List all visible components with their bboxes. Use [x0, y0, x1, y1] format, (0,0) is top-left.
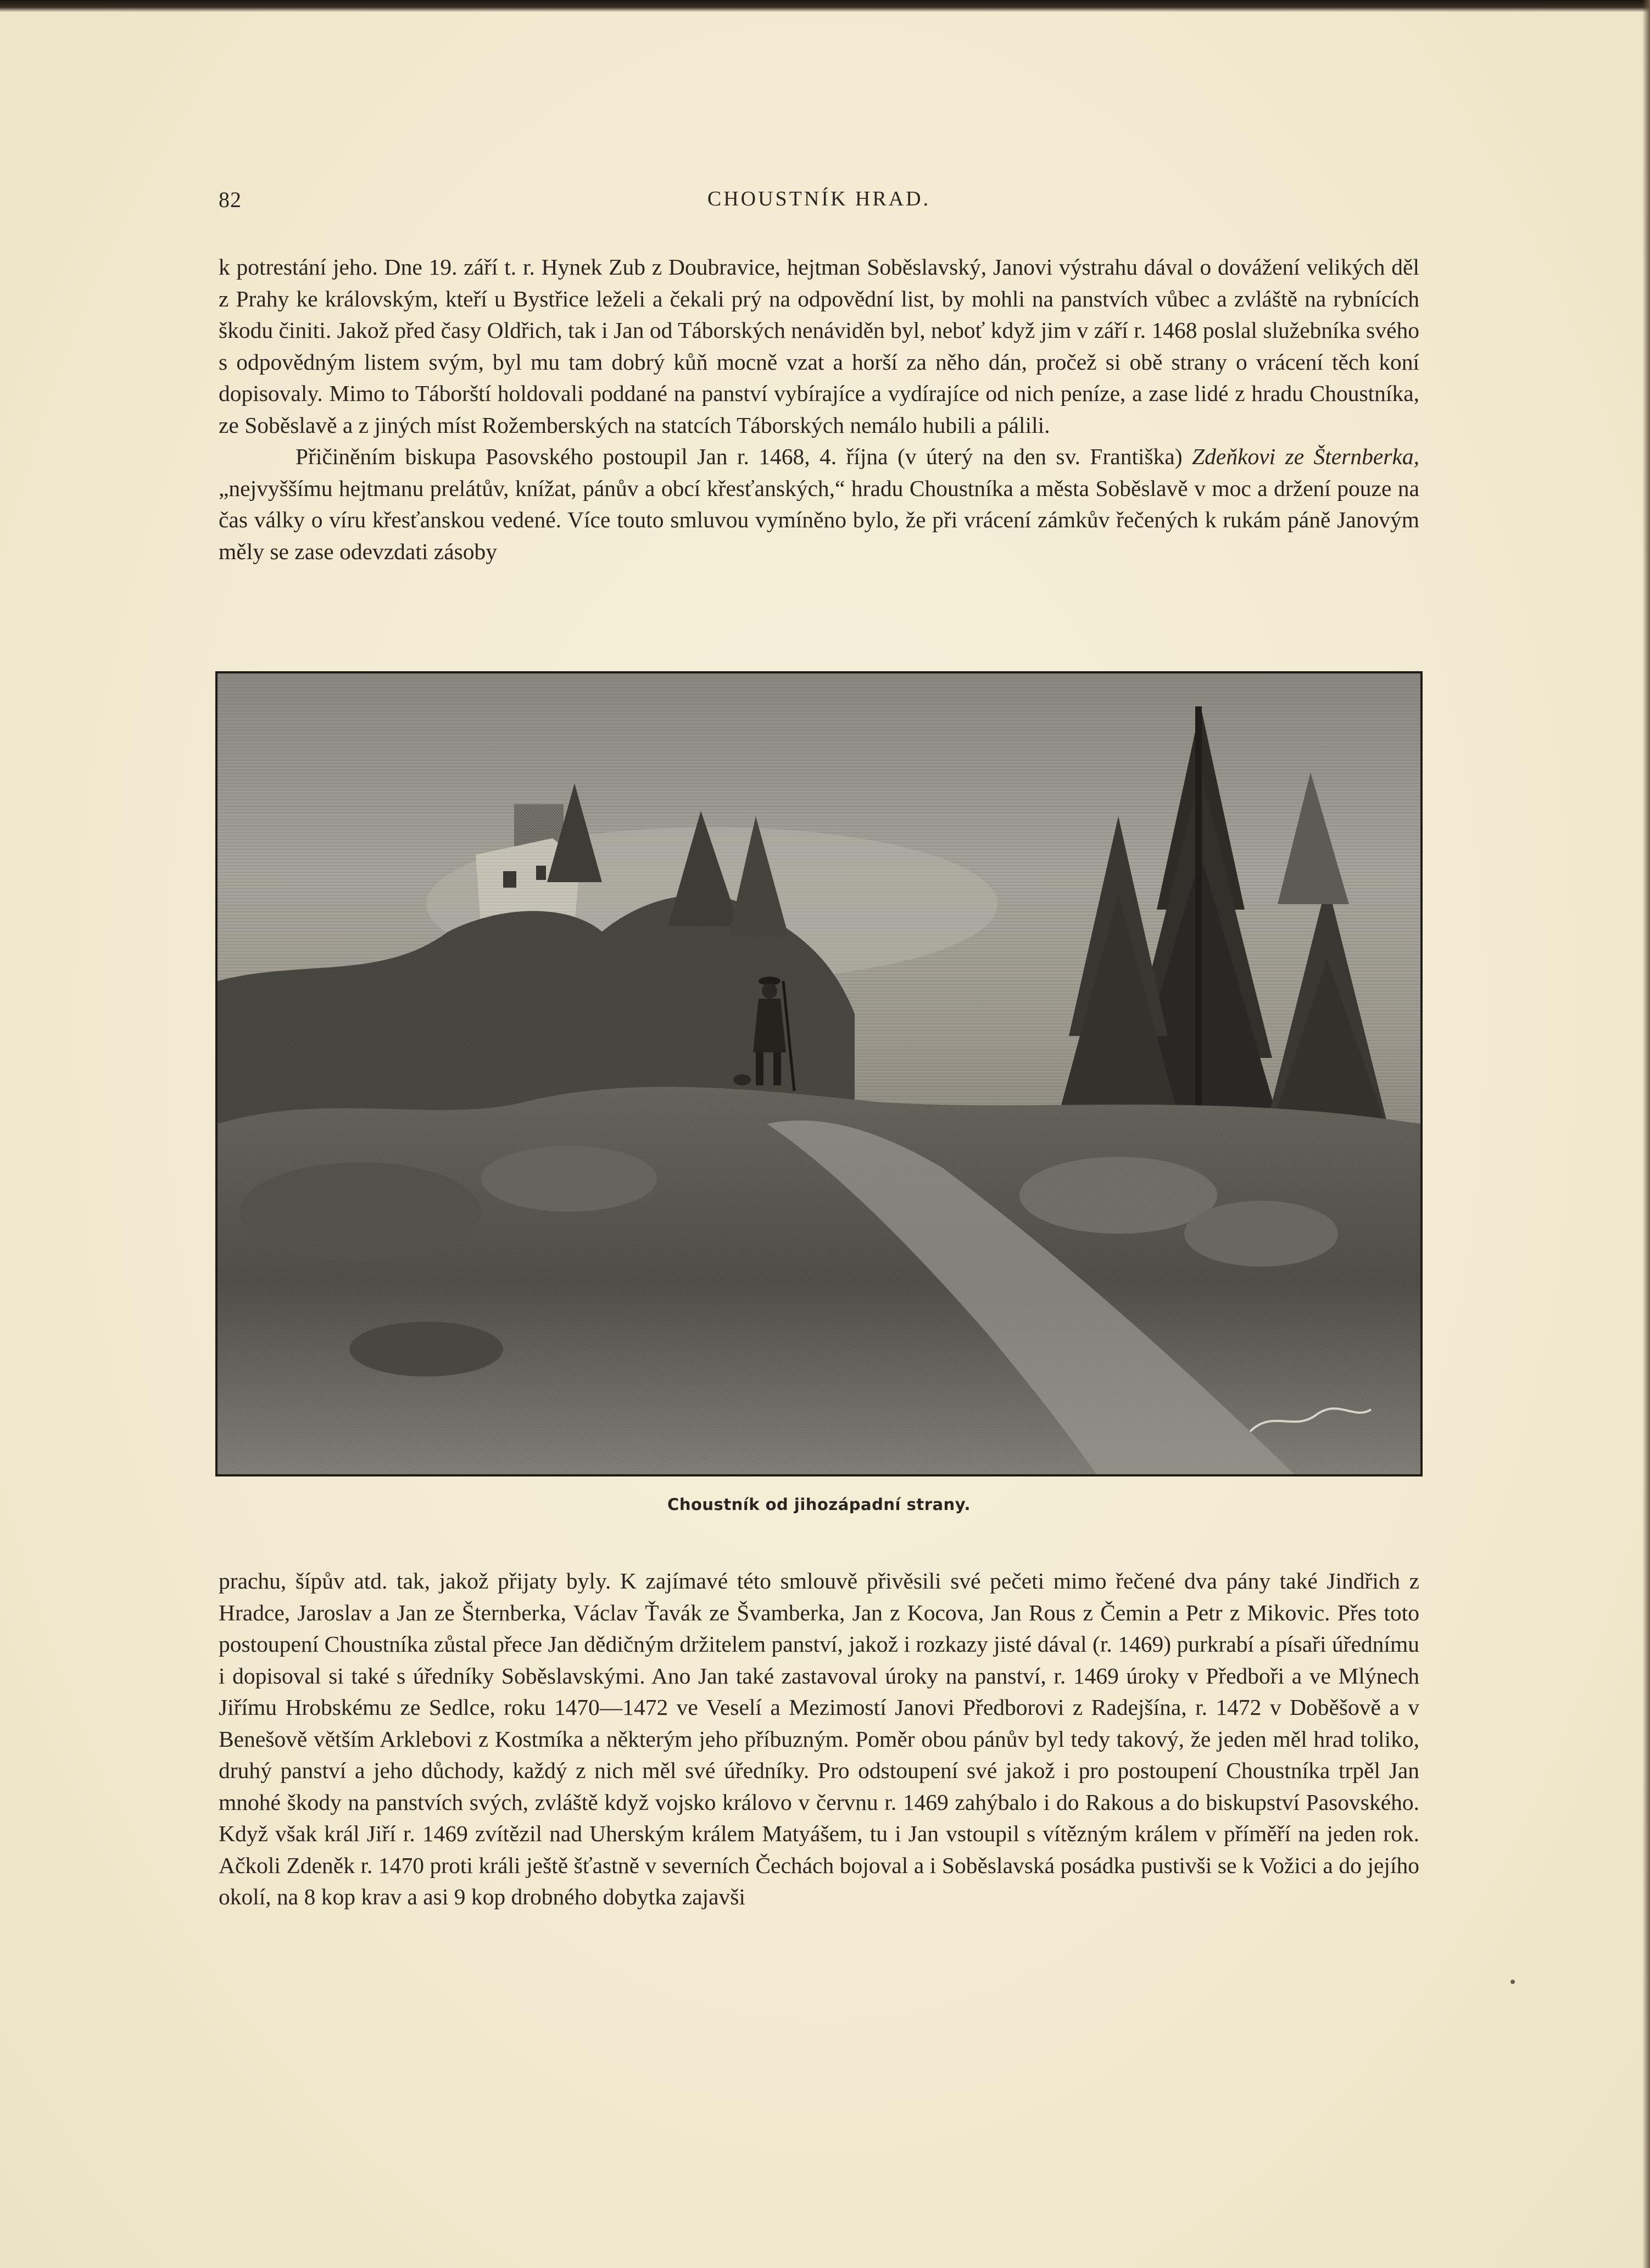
- paragraph-text: „nejvyššímu hejtmanu prelátův, knížat, pánův a obcí křesťanských,“ hradu Choustníka a města Soběslavě v moc a držení pouze na čas války o víru křesťanskou vedené. Více touto smluvou vymíněno bylo, že při vrácení zámkův řečených k rukám páně Janovým měly se zase odevzdati zásoby: [219, 475, 1419, 564]
- castle-ruin-engraving: [218, 673, 1420, 1474]
- paragraph: [219, 441, 1419, 567]
- scan-right-edge: [1642, 0, 1650, 2268]
- ink-speck: [1510, 1980, 1515, 1984]
- running-title: CHOUSTNÍK HRAD.: [707, 187, 931, 210]
- foreground-terrain: [218, 1087, 1420, 1474]
- body-text-bottom: [219, 1565, 1419, 1913]
- page-number: 82: [219, 187, 242, 212]
- engraving-illustration: [215, 671, 1423, 1476]
- paragraph-text: Přičiněním biskupa Pasovského postoupil Jan r. 1468, 4. října (v úterý na den sv. Františka): [296, 444, 1183, 469]
- italic-name: Zdeňkovi ze Šternberka,: [1192, 444, 1419, 469]
- body-text-top: [219, 252, 1419, 567]
- paragraph: k potrestání jeho. Dne 19. září t. r. Hynek Zub z Doubravice, hejtman Soběslavský, Janovi výstrahu dával o dovážení velikých děl z Prahy ke královským, kteří u Bystřice leželi a čekali prý na odpovědní list, by mohli na panstvích vůbec a zvláště na rybnících škodu činiti. Jakož před časy Oldřich, tak i Jan od Táborských nenáviděn byl, neboť když jim v září r. 1468 poslal služebníka svého s odpovědným listem svým, byl mu tam dobrý kůň mocně vzat a horší za něho dán, pročež si obě strany o vrácení těch koní dopisovaly. Mimo to Táborští holdovali poddané na panství vybírajíce a vydírajíce od nich peníze, a zase lidé z hradu Choustníka, ze Soběslavě a z jiných míst Rožemberských na statcích Táborských nemálo hubili a pálili.: [219, 254, 1420, 438]
- running-header: [219, 187, 1419, 220]
- paragraph: prachu, šípův atd. tak, jakož přijaty byly. K zajímavé této smlouvě přivěsili své pečeti mimo řečené dva pány také Jindřich z Hradce, Jaroslav a Jan ze Šternberka, Václav Ťavák ze Švamberka, Jan z Kocova, Jan Rous z Čemin a Petr z Mikovic. Přes toto postoupení Choustníka zůstal přece Jan dědičným držitelem panství, jakož i rozkazy jisté dával (r. 1469) purkrabí a písaři úřednímu i dopisoval si také s úředníky Soběslavskými. Ano Jan také zastavoval úroky na panství, r. 1469 úroky v Předboři a ve Mlýnech Jiřímu Hrobskému ze Sedlce, roku 1470—1472 ve Veselí a Mezimostí Janovi Předborovi z Radejšína, r. 1472 v Doběšově a v Benešově větším Arklebovi z Kostmíka a některým jeho příbuzným. Poměr obou pánův byl tedy takový, že jeden měl hrad toliko, druhý panství a jeho důchody, každý z nich měl své úředníky. Pro odstoupení své jakož i pro postoupení Choustníka trpěl Jan mnohé škody na panstvích svých, zvláště když vojsko královo v červnu r. 1469 zahýbalo i do Rakous a do biskupství Pasovského. Když však král Jiří r. 1469 zvítězil nad Uherským králem Matyášem, tu i Jan vstoupil s vítězným králem v příměří na jeden rok. Ačkoli Zdeněk r. 1470 proti králi ještě šťastně v severních Čechách bojoval a i Soběslavská posádka pustivši se k Vožici a do jejího okolí, na 8 kop krav a asi 9 kop drobného dobytka zajavši: [219, 1568, 1419, 1909]
- figure-caption: Choustník od jihozápadní strany.: [667, 1495, 971, 1514]
- scan-top-edge: [0, 0, 1650, 12]
